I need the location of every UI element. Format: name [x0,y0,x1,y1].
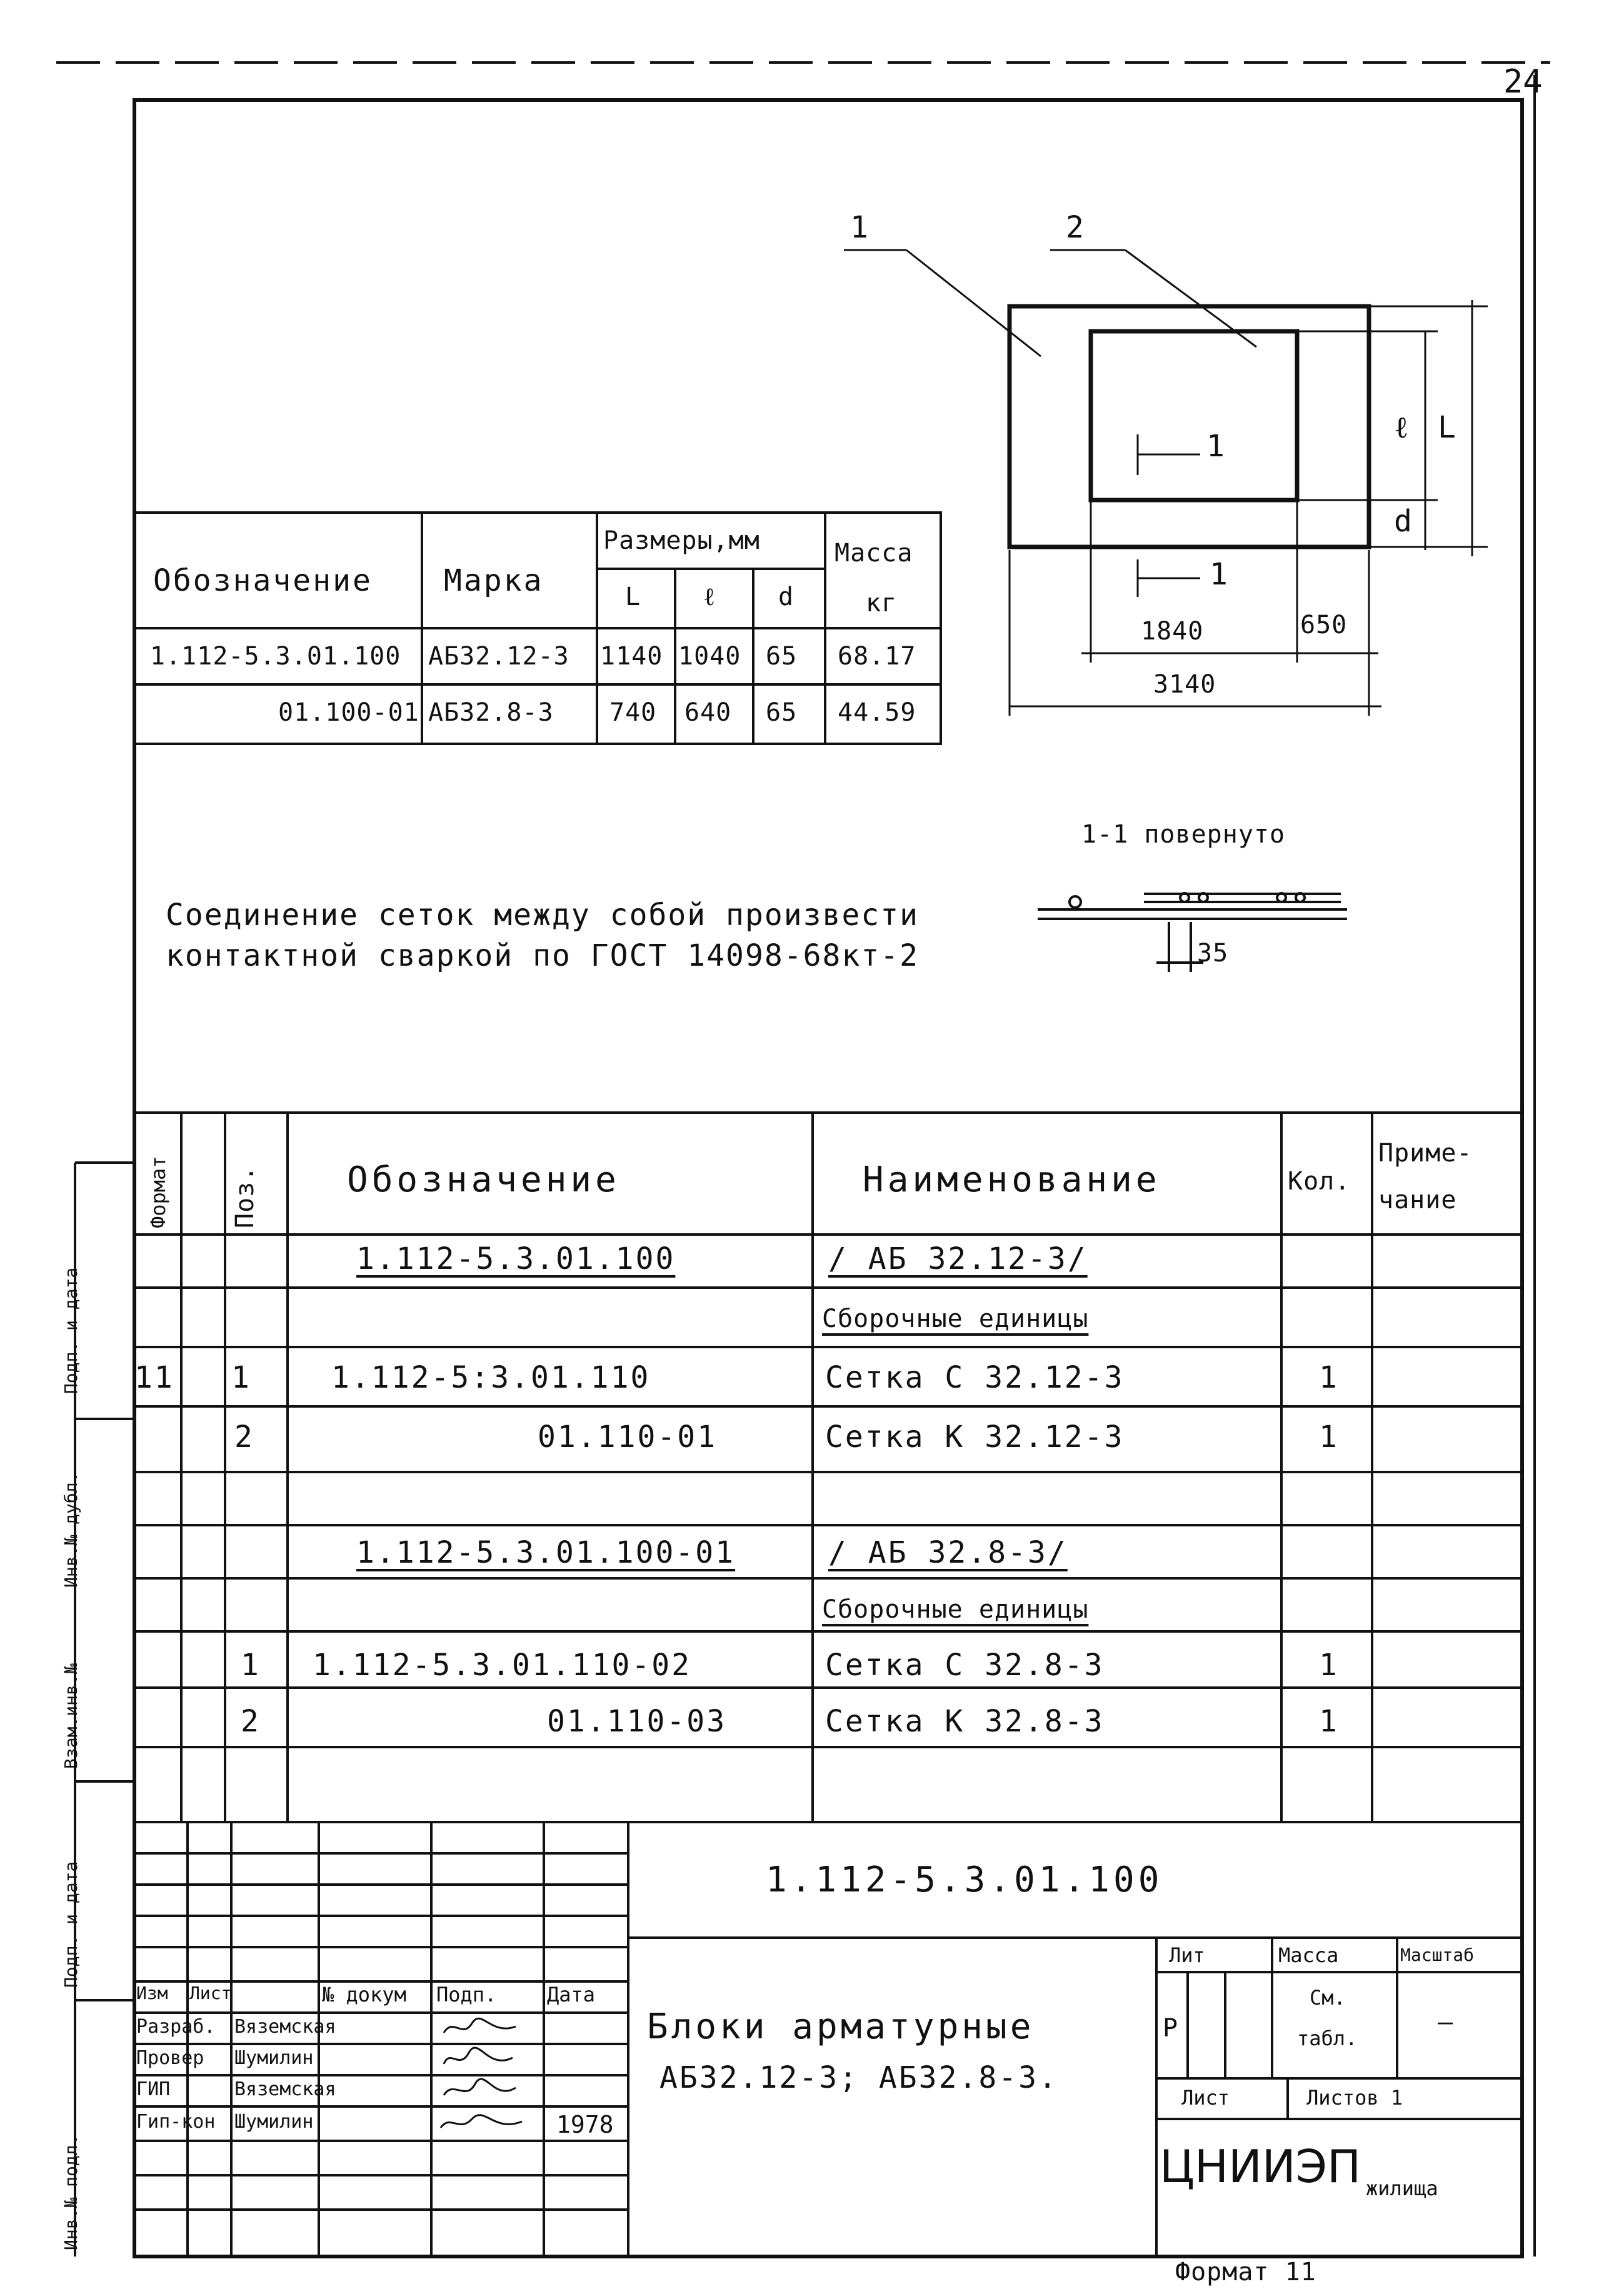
spec-col-note-2: чание [1378,1186,1457,1215]
spec-row-3-designation: 1.112-5:3.01.110 [331,1360,651,1395]
tb-col-date: Дата [547,1983,596,2006]
tb-col-izm: Изм [136,1983,168,2003]
tb-date-4: 1978 [556,2111,614,2138]
header-row2-L: 740 [609,698,657,727]
spec-row-8-designation: 1.112-5.3.01.110-02 [313,1648,692,1683]
spec-row-4-name: Сетка К 32.12-3 [825,1420,1125,1455]
spec-row-3-qty: 1 [1319,1360,1339,1395]
position-1-label: 1 [850,210,870,245]
note-line-2: контактной сваркой по ГОСТ 14098-68кт-2 [166,938,920,973]
tb-col-list: Лист [189,1983,232,2003]
spec-col-qty: Кол. [1288,1167,1351,1196]
tb-lit-value: Р [1163,2014,1179,2043]
tb-lit-label: Лит [1169,1943,1205,1967]
spec-col-note-1: Приме- [1378,1139,1473,1168]
position-2-label: 2 [1066,210,1086,245]
spec-row-9-qty: 1 [1319,1704,1339,1739]
tb-col-doc: № докум [322,1983,406,2006]
header-row1-designation: 1.112-5.3.01.100 [150,642,401,671]
tb-scale-label: Масштаб [1400,1945,1475,1965]
header-row2-mass: 44.59 [838,698,916,727]
tb-col-sign: Подп. [436,1983,497,2006]
spec-row-6-name: / АБ 32.8-3/ [828,1535,1068,1570]
dim-3140: 3140 [1153,670,1216,699]
side-vzam: Взам.инв.№ [61,1663,81,1769]
spec-row-1-designation: 1.112-5.3.01.100 [356,1241,676,1276]
title-line-1: Блоки арматурные [647,2006,1035,2047]
spec-row-9-designation: 01.110-03 [547,1704,727,1739]
tb-name-1: Вяземская [234,2016,336,2038]
spec-row-2-name: Сборочные единицы [822,1305,1089,1333]
spec-col-pos: Поз. [231,1165,259,1228]
section-mark-top: 1 [1206,429,1226,464]
spec-row-3-format: 11 [134,1360,174,1395]
spec-row-4-qty: 1 [1319,1420,1339,1455]
tb-org-2: жилища [1366,2176,1438,2200]
spec-col-designation: Обозначение [347,1160,620,1200]
tb-scale-value: — [1438,2008,1454,2036]
title-line-2: АБ32.12-3; АБ32.8-3. [659,2060,1058,2095]
tb-sheet-label: Лист [1181,2086,1230,2110]
tb-mass-value-2: табл. [1297,2026,1358,2050]
header-row1-mass: 68.17 [838,642,916,671]
header-row1-d: 65 [766,642,798,671]
header-row2-designation: 01.100-01 [278,698,419,727]
page-number: 24 [1503,63,1543,101]
tb-name-2: Шумилин [234,2047,314,2069]
header-col-mass-unit: кг [866,589,898,618]
section-dim-35: 35 [1197,939,1229,968]
header-row1-L: 1140 [600,642,663,671]
dim-650: 650 [1300,611,1348,639]
header-col-L: L [625,583,641,611]
dim-1840: 1840 [1141,617,1204,646]
signatures [434,2014,541,2142]
spec-row-7-name: Сборочные единицы [822,1595,1089,1624]
tb-role-2: Провер [136,2047,204,2069]
note-line-1: Соединение сеток между собой произвести [166,898,920,933]
header-col-mark: Марка [444,563,544,598]
side-inv-dubl: Инв.№ дубл. [61,1471,81,1588]
tb-role-1: Разраб. [136,2016,216,2038]
tb-mass-value-1: См. [1310,1986,1346,2010]
tb-org-1: ЦНИИЭП [1160,2140,1361,2193]
dim-d-label: d [1394,504,1414,539]
header-row2-mark: АБ32.8-3 [428,698,554,727]
header-col-l: ℓ [703,583,716,611]
side-podp-data-2: Подп. и дата [61,1267,81,1394]
spec-row-4-pos: 2 [234,1420,254,1455]
spec-row-9-name: Сетка К 32.8-3 [825,1704,1105,1739]
spec-row-4-designation: 01.110-01 [538,1420,718,1455]
spec-row-3-name: Сетка С 32.12-3 [825,1360,1125,1395]
spec-row-1-name: / АБ 32.12-3/ [828,1241,1088,1276]
dim-L-label: L [1438,410,1458,445]
spec-row-6-designation: 1.112-5.3.01.100-01 [356,1535,736,1570]
spec-row-8-pos: 1 [241,1648,261,1683]
section-title: 1-1 повернуто [1081,820,1286,849]
spec-row-8-name: Сетка С 32.8-3 [825,1648,1105,1683]
header-row1-l: 1040 [678,642,741,671]
side-inv-podl: Инв.№ подл. [61,2134,81,2250]
header-row2-d: 65 [766,698,798,727]
header-col-mass: Масса [835,539,913,568]
spec-row-3-pos: 1 [231,1360,251,1395]
header-row1-mark: АБ32.12-3 [428,642,569,671]
tb-role-4: Гип-кон [136,2111,216,2133]
tb-role-3: ГИП [136,2078,171,2100]
tb-name-4: Шумилин [234,2111,314,2133]
tb-name-3: Вяземская [234,2078,336,2100]
doc-code: 1.112-5.3.01.100 [766,1860,1163,1900]
header-col-d: d [778,583,794,611]
spec-col-format: Формат [146,1156,170,1228]
side-podp-data-1: Подп. и дата [61,1861,81,1988]
section-mark-bottom: 1 [1210,557,1230,592]
header-row2-l: 640 [684,698,732,727]
spec-col-name: Наименование [863,1160,1161,1200]
header-col-sizes: Размеры,мм [603,526,760,555]
tb-sheets-label: Листов 1 [1306,2086,1403,2110]
spec-row-8-qty: 1 [1319,1648,1339,1683]
spec-row-9-pos: 2 [241,1704,261,1739]
dim-l-label: ℓ [1394,410,1410,445]
header-col-designation: Обозначение [153,563,373,598]
bottom-format: Формат 11 [1175,2258,1316,2286]
tb-mass-label: Масса [1278,1943,1339,1967]
